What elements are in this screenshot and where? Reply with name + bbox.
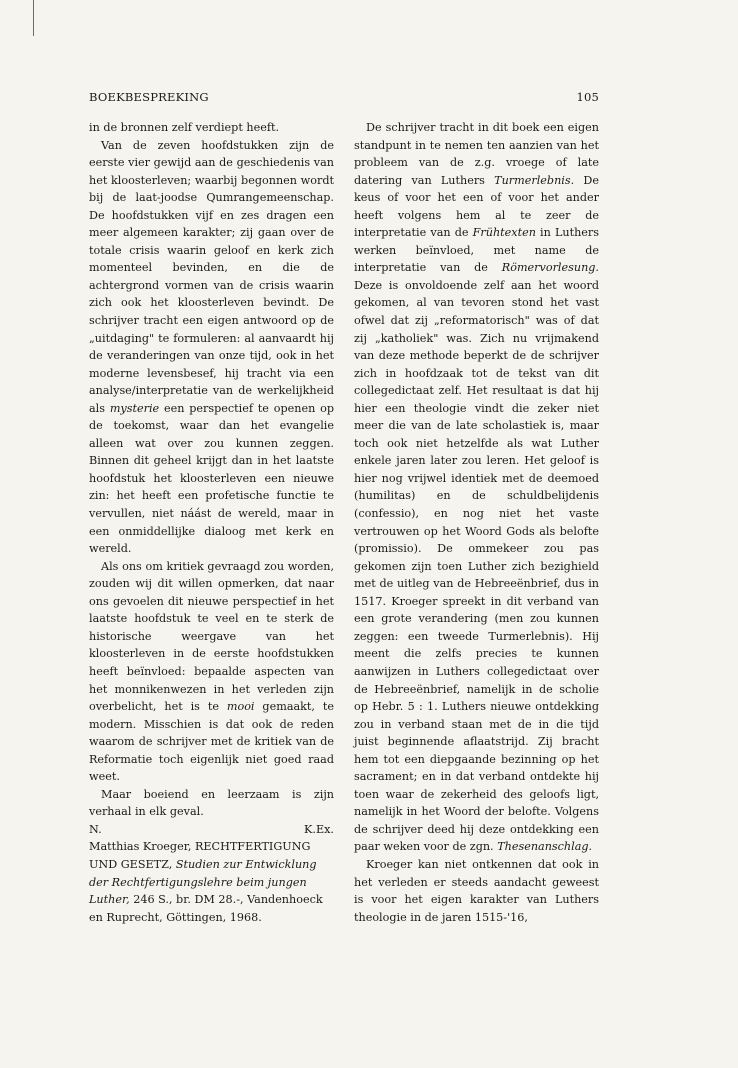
- paragraph-text: een perspectief te openen op de toekomst, waar dan het evangelie alleen wat over zou kunnen zeggen. Binnen dit geheel krijgt dan in het laatste hoofdstuk het kloosterleven een nieuwe zin: het heeft een profetische functie te vervullen, niet náást de wereld, maar in een onmiddellijke dialoog met kerk en wereld.: [89, 401, 334, 556]
- signature-author: K.Ex.: [304, 822, 334, 836]
- paragraph-kroeger: [354, 856, 599, 926]
- page-number: 105: [576, 90, 599, 104]
- paragraph-text: Van de zeven hoofdstukken zijn de eerste vier gewijd aan de geschiedenis van het kloosterleven; waarbij begonnen wordt bij de laat-joodse Qumrangemeenschap. De hoofdstukken vijf en zes dragen een meer algemeen karakter; zij gaan over de totale crisis waarin geloof en kerk zich momenteel bevinden, en die de achtergrond vormen van de crisis waarin zich ook het kloosterleven bevindt. De schrijver tracht een eigen antwoord op de „uitdaging" te formuleren: al aanvaardt hij de veranderingen van onze tijd, ook in het moderne levensbesef, hij tracht via een analyse/interpretatie van de werkelijkheid als: [89, 138, 334, 415]
- biblio-publication: 246 S., br. DM 28.-, Vandenhoeck en Ruprecht, Göttingen, 1968.: [89, 893, 323, 924]
- paragraph-standpoint: [354, 119, 599, 856]
- paragraph-chapters: [89, 137, 334, 558]
- paragraph-text: in de bronnen zelf verdiept heeft.: [89, 121, 280, 134]
- paragraph-text: De keus of voor het een of voor het ander heeft volgens hem al te zeer de interpretatie van de: [354, 173, 599, 240]
- paragraph-text: Deze is onvoldoende zelf aan het woord gekomen, al van tevoren stond het vast ofwel dat zij „reformatorisch" was of dat zij „katholiek" was. Zich nu vrijmakend van deze methode beperkt de de schrijver zich in hoofdzaak tot de tekst van dit collegedictaat zelf. Het resultaat is dat hij hier een theologie vindt die zeker niet meer die van de late scholastiek is, maar toch ook niet hetzelfde als wat Luther enkele jaren later zou leren. Het geloof is hier nog vrijwel identiek met de deemoed (humilitas) en de schuldbelijdenis (confessio), en nog niet het vaste vertrouwen op het Woord Gods als belofte (promissio). De ommekeer zou pas gekomen zijn toen Luther zich bezighield met de uitleg van de Hebreeënbrief, dus in 1517. Kroeger spreekt in dit verband van een grote verandering (men zou kunnen zeggen: een tweede Turmerlebnis). Hij meent die zelfs precies te kunnen aanwijzen in Luthers collegedictaat over de Hebreeënbrief, namelijk in de scholie op Hebr. 5 : 1. Luthers nieuwe ontdekking zou in verband staan met de in die tijd juist beginnende aflaatstrijd. Zij bracht hem tot een diepgaande bezinning op het sacrament; en in dat verband ontdekte hij toen waar de zekerheid des geloofs ligt, namelijk in het Woord der belofte. Volgens de schrijver deed hij deze ontdekking een paar weken voor de zgn.: [354, 278, 599, 854]
- emphasis-text: mooi: [226, 700, 255, 714]
- paragraph-critique: [89, 558, 334, 786]
- running-title: BOEKBESPREKING: [89, 90, 209, 104]
- paragraph-text: in Luthers werken beïnvloed, met name de interpretatie van de: [354, 226, 600, 275]
- paragraph-text: De schrijver tracht in dit boek een eigen standpunt in te nemen ten aanzien van het probleem van de z.g. vroege of late datering van Luthers: [354, 121, 599, 187]
- right-column: [354, 119, 599, 926]
- emphasis-text: Römervorlesung.: [501, 261, 599, 275]
- paragraph-text: Als ons om kritiek gevraagd zou worden, zouden wij dit willen opmerken, dat naar ons gevoelen dit nieuwe perspectief in het laatste hoofdstuk te veel en te sterk de historische weergave van het kloosterleven in de eerste hoofdstukken heeft beïnvloed: bepaalde aspecten van het monnikenwezen in het verleden zijn overbelicht, het is te: [89, 559, 334, 714]
- paragraph-continuation: [89, 119, 334, 137]
- biblio-author-title: Matthias Kroeger, RECHTFERTIGUNG UND GESETZ,: [89, 840, 311, 871]
- emphasis-text: Turmerlebnis.: [494, 173, 575, 187]
- paragraph-text: Kroeger kan niet ontkennen dat ook in het verleden er steeds aandacht geweest is voor het eigen karakter van Luthers theologie in de jaren 1515-'16,: [354, 857, 599, 924]
- left-column: [89, 119, 334, 926]
- bibliographic-entry: [89, 838, 334, 926]
- paragraph-conclusion: [89, 786, 334, 821]
- signature-initial: N.: [89, 822, 102, 836]
- paragraph-text: Maar boeiend en leerzaam is zijn verhaal in elk geval.: [89, 787, 334, 819]
- review-signature: [89, 821, 334, 839]
- emphasis-text: Thesenanschlag.: [497, 840, 593, 854]
- emphasis-text: mysterie: [109, 401, 160, 415]
- biblio-subtitle: Studien zur Entwicklung der Rechtfertigungslehre beim jungen Luther,: [89, 857, 317, 907]
- emphasis-text: Frühtexten: [472, 226, 536, 240]
- scan-edge-line: [33, 0, 34, 36]
- paragraph-text: gemaakt, te modern. Misschien is dat ook de reden waarom de schrijver met de kritiek van de Reformatie toch eigenlijk niet goed raad weet.: [89, 700, 334, 784]
